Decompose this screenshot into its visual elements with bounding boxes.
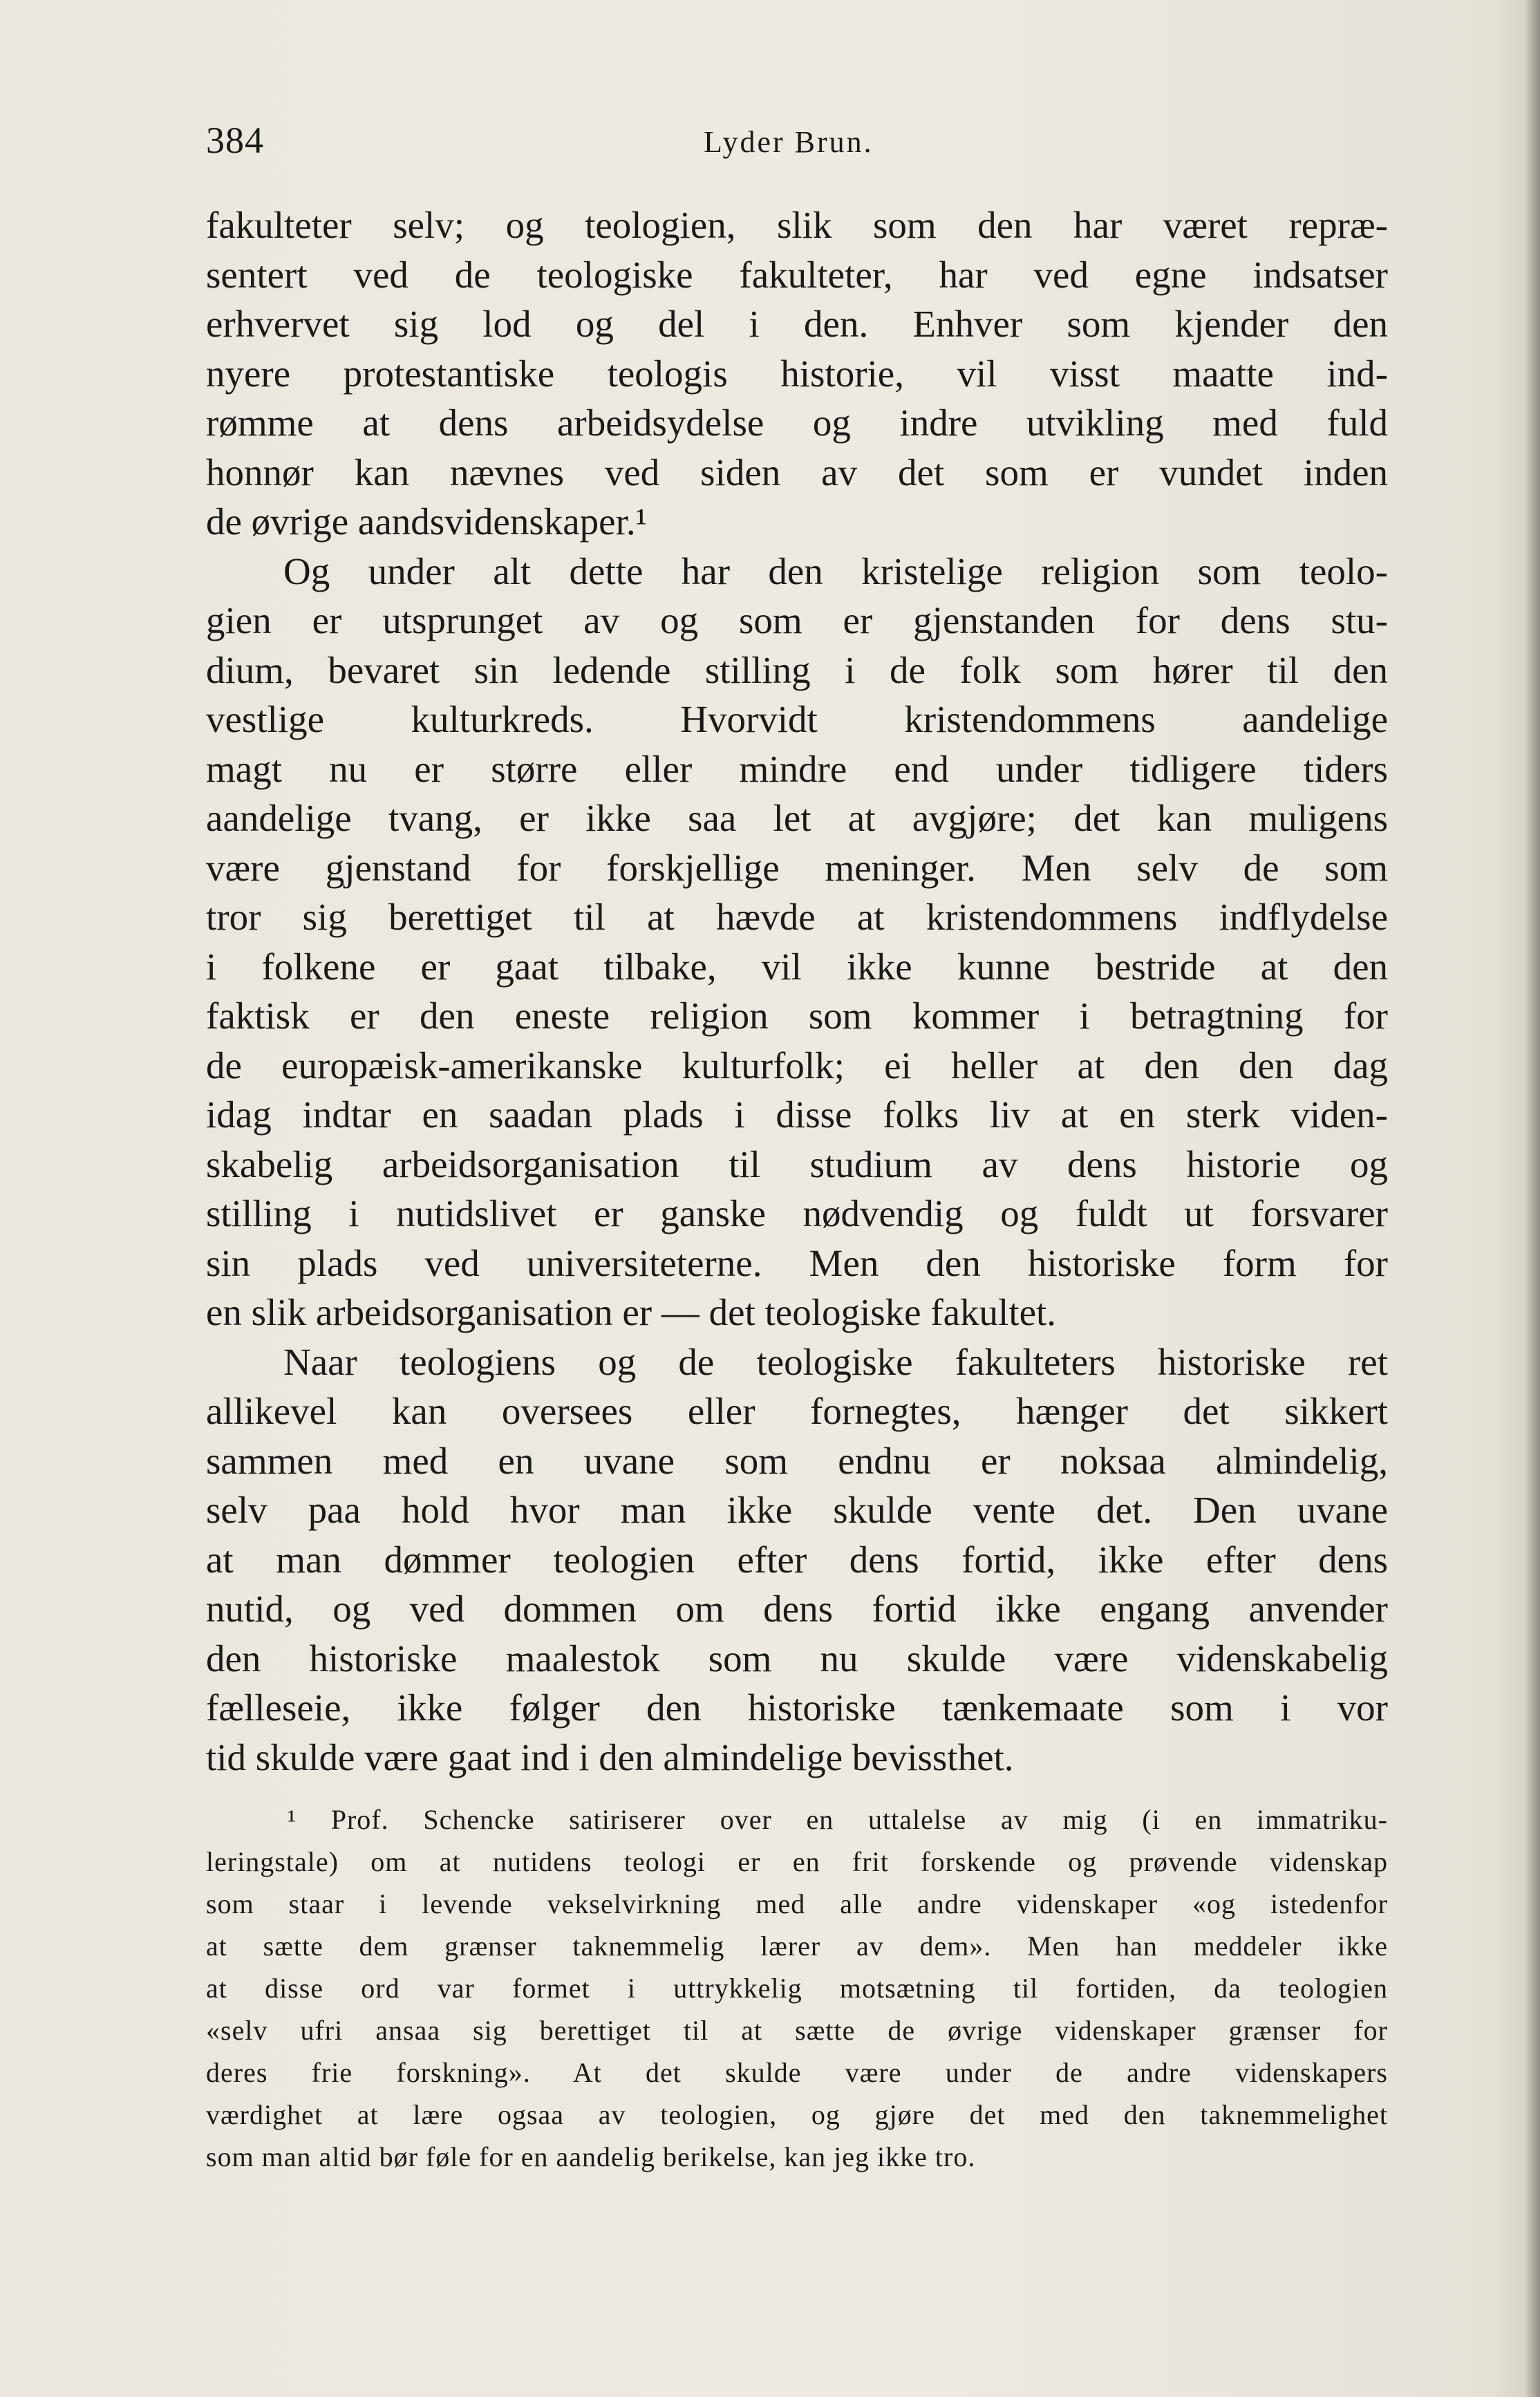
- body-line: tid skulde være gaat ind i den almindelige bevissthet.: [206, 1736, 1014, 1778]
- body-line: Naar teologiens og de teologiske fakulteters historiske ret: [283, 1340, 1388, 1383]
- footnote-line: leringstale) om at nutidens teologi er en frit forskende og prøvende videnskap: [206, 1846, 1388, 1877]
- body-line: gien er utsprunget av og som er gjenstanden for dens stu-: [206, 599, 1388, 641]
- body-line: selv paa hold hvor man ikke skulde vente det. Den uvane: [206, 1489, 1388, 1531]
- body-line: en slik arbeidsorganisation er — det teologiske fakultet.: [206, 1291, 1057, 1333]
- body-line: fakulteter selv; og teologien, slik som den har været repræ-: [206, 204, 1388, 246]
- body-line: nyere protestantiske teologis historie, vil visst maatte ind-: [206, 352, 1388, 395]
- footnote-line: at disse ord var formet i uttrykkelig motsætning til fortiden, da teologien: [206, 1973, 1388, 2004]
- footnote-line: ¹ Prof. Schencke satiriserer over en uttalelse av mig (i en immatriku-: [288, 1804, 1388, 1835]
- body-line: dium, bevaret sin ledende stilling i de folk som hører til den: [206, 648, 1388, 691]
- body-line: sin plads ved universiteterne. Men den historiske form for: [206, 1241, 1388, 1284]
- body-line: erhvervet sig lod og del i den. Enhver som kjender den: [206, 303, 1388, 345]
- body-line: faktisk er den eneste religion som kommer i betragtning for: [206, 995, 1388, 1037]
- footnote-line: værdighet at lære ogsaa av teologien, og gjøre det med den taknemmelighet: [206, 2099, 1388, 2130]
- body-line: idag indtar en saadan plads i disse folks liv at en sterk viden-: [206, 1093, 1388, 1136]
- footnote: [206, 1798, 1388, 2178]
- body-line: de europæisk-amerikanske kulturfolk; ei heller at den den dag: [206, 1044, 1388, 1087]
- running-head: [206, 119, 1388, 174]
- body-line: Og under alt dette har den kristelige religion som teolo-: [283, 549, 1388, 592]
- body-line: at man dømmer teologien efter dens fortid, ikke efter dens: [206, 1538, 1388, 1581]
- body-line: sentert ved de teologiske fakulteter, har ved egne indsatser: [206, 253, 1388, 296]
- body-line: stilling i nutidslivet er ganske nødvendig og fuldt ut forsvarer: [206, 1192, 1388, 1234]
- body-line: allikevel kan oversees eller fornegtes, hænger det sikkert: [206, 1390, 1388, 1432]
- running-title: Lyder Brun.: [704, 125, 874, 159]
- page-number: 384: [206, 120, 264, 161]
- body-text: [206, 200, 1388, 1782]
- body-line: sammen med en uvane som endnu er noksaa almindelig,: [206, 1439, 1388, 1482]
- footnote-line: som man altid bør føle for en aandelig berikelse, kan jeg ikke tro.: [206, 2141, 976, 2172]
- body-line: den historiske maalestok som nu skulde være videnskabelig: [206, 1637, 1388, 1680]
- body-line: nutid, og ved dommen om dens fortid ikke engang anvender: [206, 1588, 1388, 1630]
- body-line: tror sig berettiget til at hævde at kristendommens indflydelse: [206, 896, 1388, 938]
- body-line: de øvrige aandsvidenskaper.¹: [206, 500, 648, 543]
- body-line: skabelig arbeidsorganisation til studium av dens historie og: [206, 1143, 1388, 1185]
- body-line: vestlige kulturkreds. Hvorvidt kristendommens aandelige: [206, 698, 1388, 740]
- body-line: rømme at dens arbeidsydelse og indre utvikling med fuld: [206, 402, 1388, 444]
- body-line: i folkene er gaat tilbake, vil ikke kunne bestride at den: [206, 945, 1388, 988]
- body-line: honnør kan nævnes ved siden av det som er vundet inden: [206, 451, 1388, 494]
- footnote-line: at sætte dem grænser taknemmelig lærer av dem». Men han meddeler ikke: [206, 1930, 1388, 1962]
- body-line: fælleseie, ikke følger den historiske tænkemaate som i vor: [206, 1686, 1388, 1729]
- footnote-line: deres frie forskning». At det skulde være under de andre videnskapers: [206, 2057, 1388, 2088]
- body-line: være gjenstand for forskjellige meninger. Men selv de som: [206, 846, 1388, 889]
- footnote-line: som staar i levende vekselvirkning med alle andre videnskaper «og istedenfor: [206, 1888, 1388, 1919]
- body-line: magt nu er større eller mindre end under tidligere tiders: [206, 747, 1388, 790]
- footnote-line: «selv ufri ansaa sig berettiget til at sætte de øvrige videnskaper grænser for: [206, 2015, 1388, 2046]
- body-line: aandelige tvang, er ikke saa let at avgjøre; det kan muligens: [206, 797, 1388, 839]
